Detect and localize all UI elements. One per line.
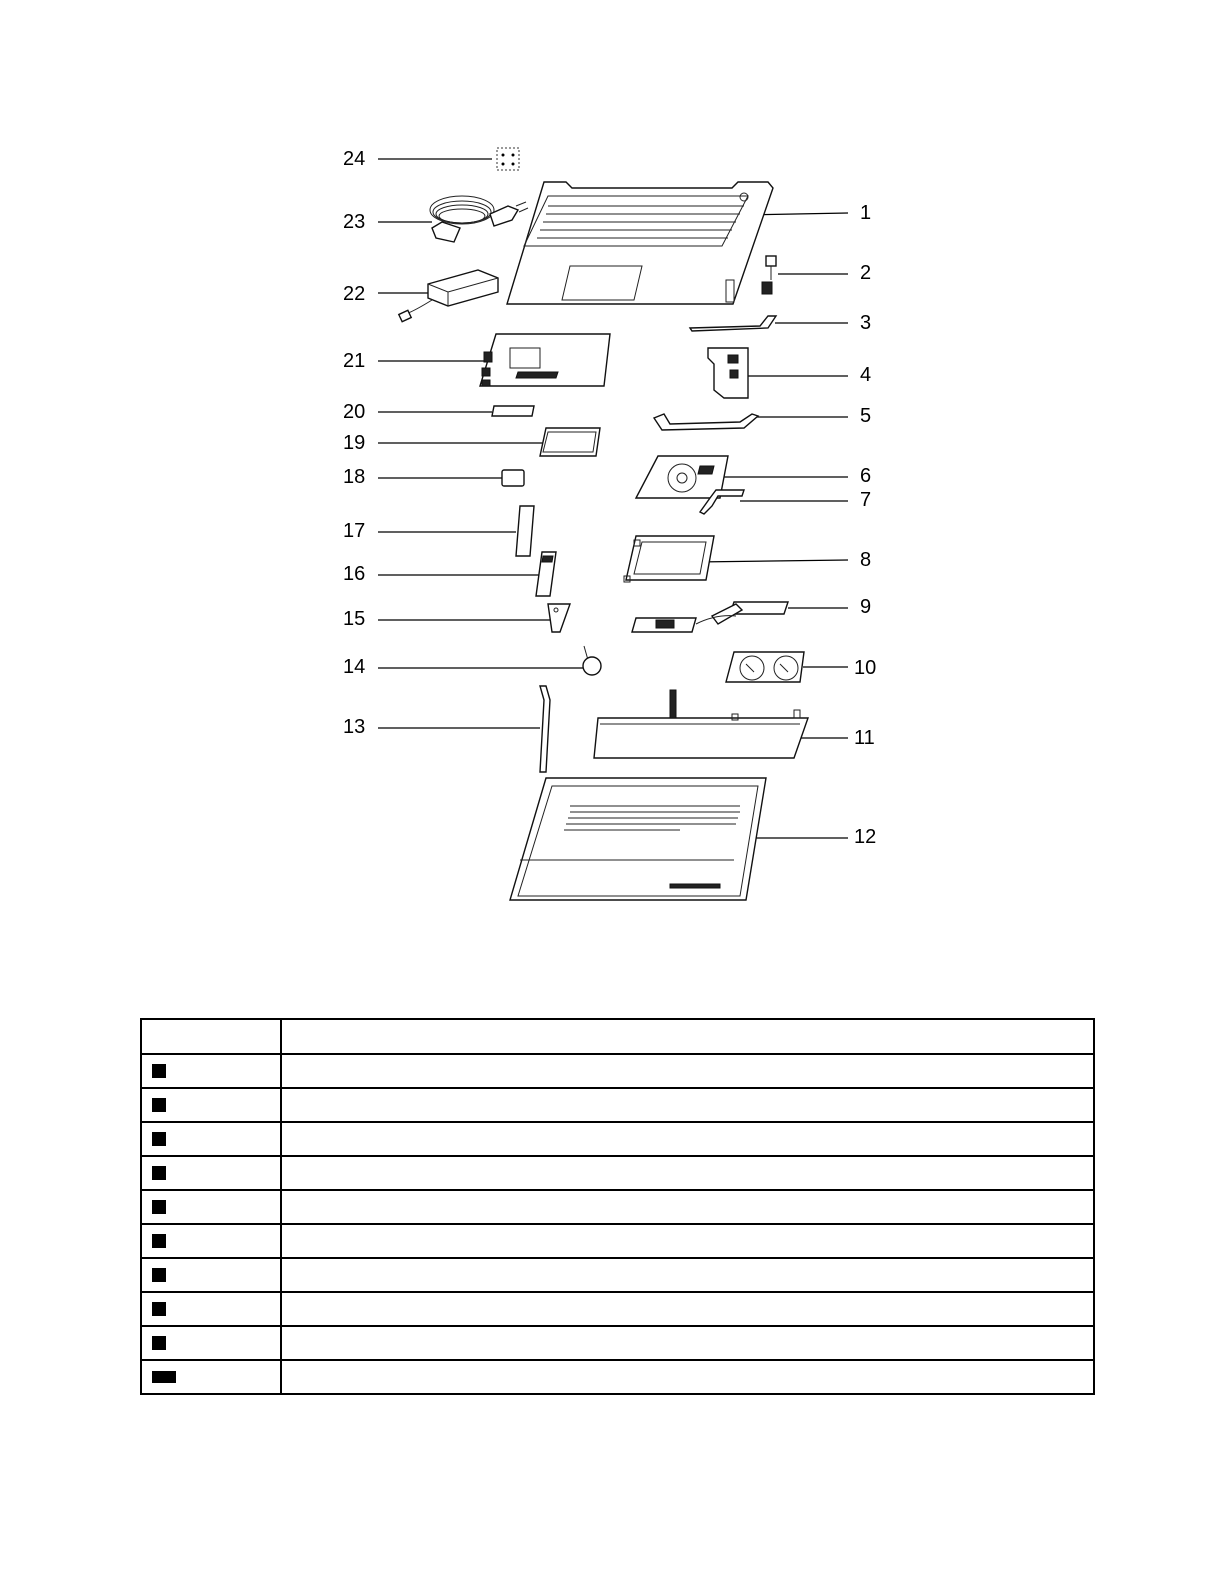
table-row bbox=[141, 1326, 1094, 1360]
svg-text:8: 8 bbox=[860, 549, 872, 571]
black-square-marker bbox=[152, 1200, 166, 1214]
part-16-ssd bbox=[536, 552, 556, 596]
part-15-bracket bbox=[548, 604, 570, 632]
svg-text:2: 2 bbox=[860, 262, 872, 284]
table-row bbox=[141, 1122, 1094, 1156]
svg-text:12: 12 bbox=[854, 826, 877, 848]
black-square-marker bbox=[152, 1234, 166, 1248]
table-cell-marker bbox=[141, 1190, 281, 1224]
part-12-bottom-case bbox=[510, 778, 766, 900]
svg-text:14: 14 bbox=[343, 656, 366, 678]
parts-table bbox=[140, 1018, 1095, 1395]
part-3-cable bbox=[690, 316, 776, 331]
callout-21 bbox=[343, 350, 484, 372]
table-cell-marker bbox=[141, 1156, 281, 1190]
callout-8 bbox=[695, 549, 871, 571]
part-21-system-board bbox=[480, 334, 610, 386]
table-row bbox=[141, 1292, 1094, 1326]
table-row bbox=[141, 1190, 1094, 1224]
svg-text:3: 3 bbox=[860, 312, 872, 334]
part-11-battery bbox=[594, 690, 808, 758]
black-square-marker bbox=[152, 1336, 166, 1350]
callout-14 bbox=[343, 656, 584, 678]
svg-text:13: 13 bbox=[343, 716, 366, 738]
table-cell-marker bbox=[141, 1326, 281, 1360]
table-cell bbox=[281, 1224, 1094, 1258]
table-cell bbox=[281, 1258, 1094, 1292]
table-row bbox=[141, 1258, 1094, 1292]
part-13-cable bbox=[540, 686, 550, 772]
callout-9 bbox=[788, 596, 871, 618]
callout-5 bbox=[756, 405, 871, 427]
part-18-module bbox=[502, 470, 524, 486]
table-cell-marker bbox=[141, 1122, 281, 1156]
part-4-io-board bbox=[708, 348, 748, 398]
part-14-coin-battery bbox=[583, 646, 601, 675]
svg-text:20: 20 bbox=[343, 401, 366, 423]
callout-3 bbox=[775, 312, 871, 334]
table-cell bbox=[281, 1326, 1094, 1360]
callout-10 bbox=[803, 657, 876, 679]
callout-22 bbox=[343, 283, 432, 305]
callout-16 bbox=[343, 563, 540, 585]
part-10-fans bbox=[726, 652, 804, 682]
callout-4 bbox=[738, 364, 871, 386]
svg-text:17: 17 bbox=[343, 520, 366, 542]
table-header-row bbox=[141, 1019, 1094, 1054]
svg-text:18: 18 bbox=[343, 466, 366, 488]
black-square-marker bbox=[152, 1098, 166, 1112]
black-rectangle-marker bbox=[152, 1371, 176, 1383]
table-cell-marker bbox=[141, 1054, 281, 1088]
callout-24 bbox=[343, 148, 492, 170]
callout-20 bbox=[343, 401, 492, 423]
svg-text:21: 21 bbox=[343, 350, 366, 372]
svg-text:10: 10 bbox=[854, 657, 877, 679]
svg-text:23: 23 bbox=[343, 211, 366, 233]
part-9-heat-sink bbox=[632, 602, 788, 632]
part-5-cable bbox=[654, 414, 758, 430]
black-square-marker bbox=[152, 1166, 166, 1180]
callout-13 bbox=[343, 716, 540, 738]
table-row bbox=[141, 1360, 1094, 1394]
table-row bbox=[141, 1088, 1094, 1122]
table-cell-marker bbox=[141, 1224, 281, 1258]
part-17-shield bbox=[516, 506, 534, 556]
svg-text:16: 16 bbox=[343, 563, 366, 585]
callout-7 bbox=[740, 489, 871, 511]
black-square-marker bbox=[152, 1064, 166, 1078]
part-1-upper-case-keyboard bbox=[507, 182, 773, 304]
callout-15 bbox=[343, 608, 552, 630]
table-row bbox=[141, 1224, 1094, 1258]
svg-text:6: 6 bbox=[860, 465, 872, 487]
part-23-power-cord bbox=[430, 196, 528, 242]
table-cell bbox=[281, 1292, 1094, 1326]
svg-text:1: 1 bbox=[860, 202, 872, 224]
table-cell-marker bbox=[141, 1088, 281, 1122]
part-24-rubber-pad bbox=[497, 148, 519, 170]
svg-text:24: 24 bbox=[343, 148, 366, 170]
black-square-marker bbox=[152, 1302, 166, 1316]
callout-17 bbox=[343, 520, 516, 542]
svg-text:19: 19 bbox=[343, 432, 366, 454]
table-header-cell bbox=[281, 1019, 1094, 1054]
part-8-hdd-bracket bbox=[624, 536, 714, 582]
table-cell-marker bbox=[141, 1258, 281, 1292]
svg-text:4: 4 bbox=[860, 364, 872, 386]
svg-text:7: 7 bbox=[860, 489, 872, 511]
callout-6 bbox=[705, 465, 871, 487]
table-row bbox=[141, 1054, 1094, 1088]
table-cell bbox=[281, 1360, 1094, 1394]
callout-19 bbox=[343, 432, 545, 454]
callout-18 bbox=[343, 466, 502, 488]
table-row bbox=[141, 1156, 1094, 1190]
part-22-ac-adapter bbox=[399, 270, 498, 322]
svg-text:11: 11 bbox=[854, 727, 875, 749]
table-cell-marker bbox=[141, 1360, 281, 1394]
table-cell bbox=[281, 1156, 1094, 1190]
black-square-marker bbox=[152, 1268, 166, 1282]
table-cell bbox=[281, 1122, 1094, 1156]
part-19-cover bbox=[540, 428, 600, 456]
part-20-pad bbox=[492, 406, 534, 416]
callout-2 bbox=[778, 262, 871, 284]
svg-text:5: 5 bbox=[860, 405, 872, 427]
svg-text:22: 22 bbox=[343, 283, 366, 305]
svg-text:15: 15 bbox=[343, 608, 366, 630]
table-cell-marker bbox=[141, 1292, 281, 1326]
table-cell bbox=[281, 1190, 1094, 1224]
black-square-marker bbox=[152, 1132, 166, 1146]
table-header-cell bbox=[141, 1019, 281, 1054]
table-cell bbox=[281, 1054, 1094, 1088]
part-2-small-board bbox=[762, 256, 776, 294]
table-cell bbox=[281, 1088, 1094, 1122]
callout-23 bbox=[343, 211, 432, 233]
svg-text:9: 9 bbox=[860, 596, 872, 618]
